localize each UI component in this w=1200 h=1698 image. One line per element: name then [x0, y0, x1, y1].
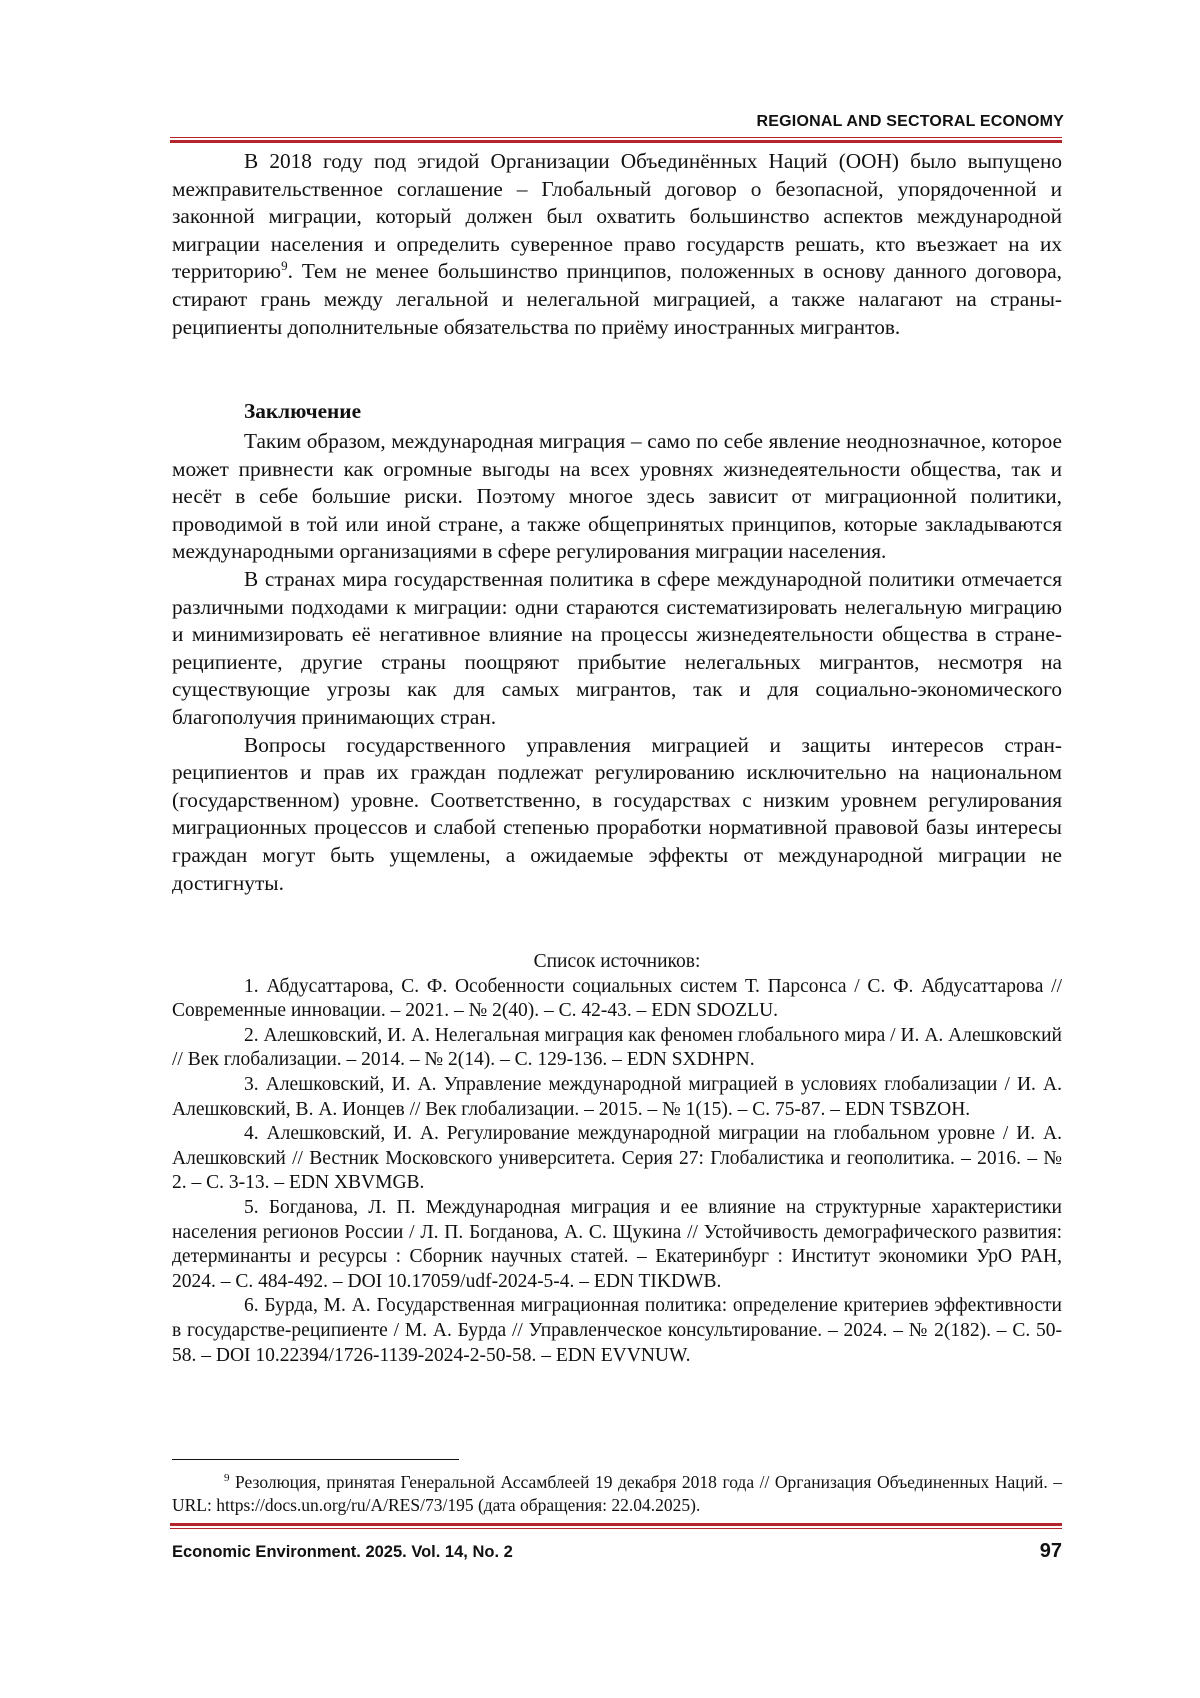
footnote-number: 9: [224, 1472, 230, 1484]
reference-item: 6. Бурда, М. А. Государственная миграционная политика: определение критериев эф­фективности в государстве-реципиенте / М. А. Бурда // Управленческое консультирование. – 2024. – № 2(182). – С. 50-58. – DOI 10.22394/1726-1139-2024-2-50-58. – EDN EVVNUW.: [172, 1294, 1062, 1368]
conclusion-block: [172, 428, 1062, 897]
reference-item: 5. Богданова, Л. П. Международная миграция и ее влияние на структурные характери­стики населения регионов России / Л. П. Богданова, А. С. Щукина // Устойчивость демогра­фического развития: детерминанты и ресурсы : Сборник научных статей. – Екатеринбург : Институт экономики УрО РАН, 2024. – С. 484-492. – DOI 10.17059/udf-2024-5-4. – EDN TIKDWB.: [172, 1196, 1062, 1294]
conclusion-paragraph: Таким образом, международная миграция – само по себе явление неоднознач­ное, которое может привнести как огромные выгоды на всех уровнях жизнедеятель­ности общества, так и несёт в себе большие риски. Поэтому многое здесь зависит от миграционной политики, проводимой в той или иной стране, а также общепринятых принципов, которые закладываются международными организациями в сфере регули­рования миграции населения.: [172, 428, 1062, 566]
running-head: REGIONAL AND SECTORAL ECONOMY: [757, 113, 1064, 131]
footnote-reference[interactable]: 9: [281, 258, 288, 273]
journal-page: [0, 0, 1200, 1698]
conclusion-paragraph: В странах мира государственная политика в сфере международной политики отмечается различными подходами к миграции: одни стараются систематизировать нелегальную миграцию и минимизировать её негативное влияние на процессы жизне­деятельности общества в стране-реципиенте, другие страны поощряют прибытие не­легальных мигрантов, несмотря на существующие угрозы как для самых мигрантов, так и для социально-экономического благополучия принимающих стран.: [172, 566, 1062, 732]
footnote-text: Резолюция, принятая Генеральной Ассамблеей 19 декабря 2018 года // Организация Объеди­ненных Наций. – URL: https://docs.un.org/ru/A/RES/73/195 (дата обращения: 22.04.2025).: [172, 1472, 1062, 1515]
header-rule: [170, 137, 1062, 143]
section-heading: Заключение: [244, 399, 361, 424]
references-title: Список источников:: [172, 950, 1062, 975]
references-list: [172, 950, 1062, 1368]
footnote-separator: [172, 1459, 459, 1460]
page-number: 97: [1040, 1540, 1062, 1563]
intro-paragraph: В 2018 году под эгидой Организации Объединённых Наций (ООН) было выпу­щено межправительственное соглашение – Глобальный договор о безопасной, упоря­доченной и законной миграции, который должен был охватить большинство аспектов международной миграции населения и определить суверенное право государств ре­шать, кто въезжает на их территорию9. Тем не менее большинство принципов, поло­женных в основу данного договора, стирают грань между легальной и нелегальной миграцией, а также налагают на страны-реципиенты дополнительные обязательства по приёму иностранных мигрантов.: [172, 148, 1062, 341]
reference-item: 4. Алешковский, И. А. Регулирование международной миграции на глобальном уровне / И. А. Алешковский // Вестник Московского университета. Серия 27: Глобалистика и геополитика. – 2016. – № 2. – С. 3-13. – EDN XBVMGB.: [172, 1122, 1062, 1196]
reference-item: 1. Абдусаттарова, С. Ф. Особенности социальных систем Т. Парсонса / С. Ф. Абдусат­тарова // Современные инновации. – 2021. – № 2(40). – С. 42-43. – EDN SDOZLU.: [172, 975, 1062, 1024]
journal-citation: Economic Environment. 2025. Vol. 14, No. 2: [172, 1543, 513, 1562]
footnote: [172, 1471, 1062, 1517]
reference-item: 3. Алешковский, И. А. Управление международной миграцией в условиях глобализа­ции / И. А. Алешковский, В. А. Ионцев // Век глобализации. – 2015. – № 1(15). – С. 75-87. – EDN TSBZOH.: [172, 1073, 1062, 1122]
reference-item: 2. Алешковский, И. А. Нелегальная миграция как феномен глобального мира / И. А. Алешковский // Век глобализации. – 2014. – № 2(14). – С. 129-136. – EDN SXDHPN.: [172, 1024, 1062, 1073]
footer-rule: [170, 1523, 1062, 1529]
conclusion-paragraph: Вопросы государственного управления миграцией и защиты интересов стран-реципиентов и прав их граждан подлежат регулированию исключительно на нацио­нальном (государственном) уровне. Соответственно, в государствах с низким уровнем регулирования миграционных процессов и слабой степенью проработки нормативной правовой базы интересы граждан могут быть ущемлены, а ожидаемые эффекты от международной миграции не достигнуты.: [172, 732, 1062, 898]
intro-paragraph-block: [172, 148, 1062, 341]
